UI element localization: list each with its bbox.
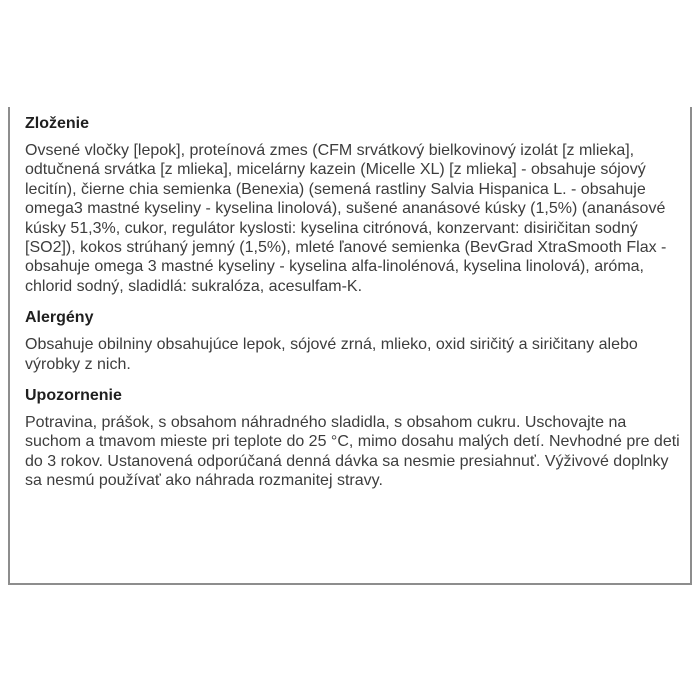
composition-text: Ovsené vločky [lepok], proteínová zmes (CFM srvátkový bielkovinový izolát [z mlieka], odtučnená srvátka [z mlieka], micelárny kazein (Micelle XL) [z mlieka] - obsahuje sójový lecitín), čierne chia semienka (Benexia) (semená rastliny Salvia Hispanica L. - obsahuje omega3 mastné kyseliny - kyselina linolová), sušené ananásové kúsky (1,5%) (ananásové kúsky 51,3%, cukor, regulátor kyslosti: kyselina citrónová, konzervant: disiričitan sodný [SO2]), kokos strúhaný jemný (1,5%), mleté ľanové semienka (BevGrad XtraSmooth Flax - obsahuje omega 3 mastné kyseliny - kyselina alfa-linolénová, kyselina linolová), aróma, chlorid sodný, sladidlá: sukralóza, acesulfam-K. <box>25 142 667 295</box>
section-allergens <box>25 308 684 374</box>
section-warning <box>25 386 684 491</box>
composition-heading: Zloženie <box>25 115 90 132</box>
warning-heading: Upozornenie <box>25 387 122 405</box>
allergens-text: Obsahuje obilniny obsahujúce lepok, sójové zrná, mlieko, oxid siričitý a siričitany alebo výrobky z nich. <box>25 336 638 373</box>
product-info-panel <box>8 107 692 585</box>
allergens-heading: Alergény <box>25 309 94 327</box>
warning-text: Potravina, prášok, s obsahom náhradného sladidla, s obsahom cukru. Uschovajte na suchom a tmavom mieste pri teplote do 25 °C, mimo dosahu malých detí. Nevhodné pre deti do 3 rokov. Ustanovená odporúčaná denná dávka sa nesmie presiahnuť. Výživové doplnky sa nesmú používať ako náhrada rozmanitej stravy. <box>25 414 680 490</box>
section-composition <box>25 114 684 296</box>
